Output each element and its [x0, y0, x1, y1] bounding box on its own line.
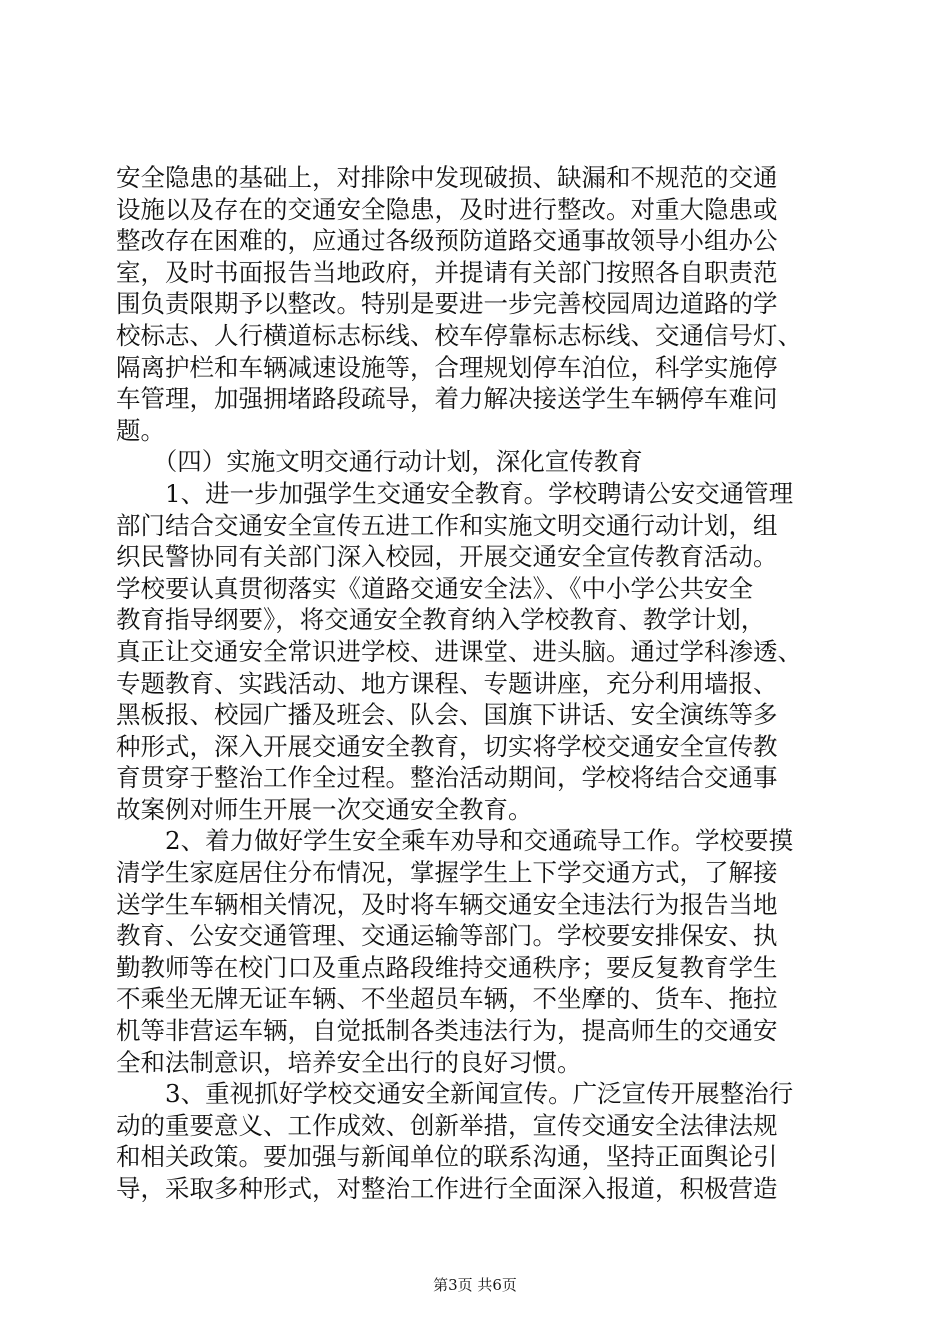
text-line: 学校要认真贯彻落实《道路交通安全法》、《中小学公共安全 [116, 573, 753, 603]
text-line: 整改存在困难的，应通过各级预防道路交通事故领导小组办公 [116, 226, 778, 256]
text-line: 题。 [116, 415, 165, 445]
text-line: 育贯穿于整治工作全过程。整治活动期间，学校将结合交通事 [116, 763, 778, 793]
text-line: 和相关政策。要加强与新闻单位的联系沟通，坚持正面舆论引 [116, 1142, 778, 1172]
text-line: 全和法制意识，培养安全出行的良好习惯。 [116, 1047, 582, 1077]
text-line: 教育、公安交通管理、交通运输等部门。学校要安排保安、执 [116, 921, 778, 951]
text-line: 不乘坐无牌无证车辆、不坐超员车辆，不坐摩的、货车、拖拉 [116, 984, 778, 1014]
text-line: 动的重要意义、工作成效、创新举措，宣传交通安全法律法规 [116, 1110, 778, 1140]
text-line: （四）实施文明交通行动计划，深化宣传教育 [116, 447, 643, 477]
text-line: 教育指导纲要》，将交通安全教育纳入学校教育、教学计划， [116, 605, 766, 635]
text-line: 清学生家庭居住分布情况，掌握学生上下学交通方式，了解接 [116, 858, 778, 888]
text-line: 送学生车辆相关情况，及时将车辆交通安全违法行为报告当地 [116, 889, 778, 919]
text-line: 导，采取多种形式，对整治工作进行全面深入报道，积极营造 [116, 1174, 778, 1203]
text-line: 真正让交通安全常识进学校、进课堂、进头脑。通过学科渗透、 [116, 636, 802, 666]
text-line: 故案例对师生开展一次交通安全教育。 [116, 794, 533, 824]
text-line: 专题教育、实践活动、地方课程、专题讲座，充分利用墙报、 [116, 668, 778, 698]
text-line: 隔离护栏和车辆减速设施等，合理规划停车泊位，科学实施停 [116, 352, 778, 382]
text-line: 1、进一步加强学生交通安全教育。学校聘请公安交通管理 [116, 478, 794, 508]
text-line: 设施以及存在的交通安全隐患，及时进行整改。对重大隐患或 [116, 194, 778, 224]
text-line: 种形式，深入开展交通安全教育，切实将学校交通安全宣传教 [116, 731, 778, 761]
text-line: 车管理，加强拥堵路段疏导，着力解决接送学生车辆停车难问 [116, 384, 778, 414]
text-line: 勤教师等在校门口及重点路段维持交通秩序；要反复教育学生 [116, 952, 778, 982]
text-line: 黑板报、校园广播及班会、队会、国旗下讲话、安全演练等多 [116, 700, 778, 730]
text-line: 围负责限期予以整改。特别是要进一步完善校园周边道路的学 [116, 289, 778, 319]
text-line: 安全隐患的基础上，对排除中发现破损、缺漏和不规范的交通 [116, 163, 778, 192]
page-footer: 第3页 共6页 [433, 1276, 517, 1294]
text-line: 2、着力做好学生安全乘车劝导和交通疏导工作。学校要摸 [116, 826, 794, 856]
text-line: 部门结合交通安全宣传五进工作和实施文明交通行动计划，组 [116, 510, 778, 540]
text-line: 织民警协同有关部门深入校园，开展交通安全宣传教育活动。 [116, 542, 778, 572]
document-body [116, 162, 840, 1205]
text-line: 室，及时书面报告当地政府，并提请有关部门按照各自职责范 [116, 257, 778, 287]
text-line: 3、重视抓好学校交通安全新闻宣传。广泛宣传开展整治行 [116, 1079, 794, 1109]
text-line: 机等非营运车辆，自觉抵制各类违法行为，提高师生的交通安 [116, 1016, 778, 1046]
text-line: 校标志、人行横道标志标线、校车停靠标志标线、交通信号灯、 [116, 320, 802, 350]
